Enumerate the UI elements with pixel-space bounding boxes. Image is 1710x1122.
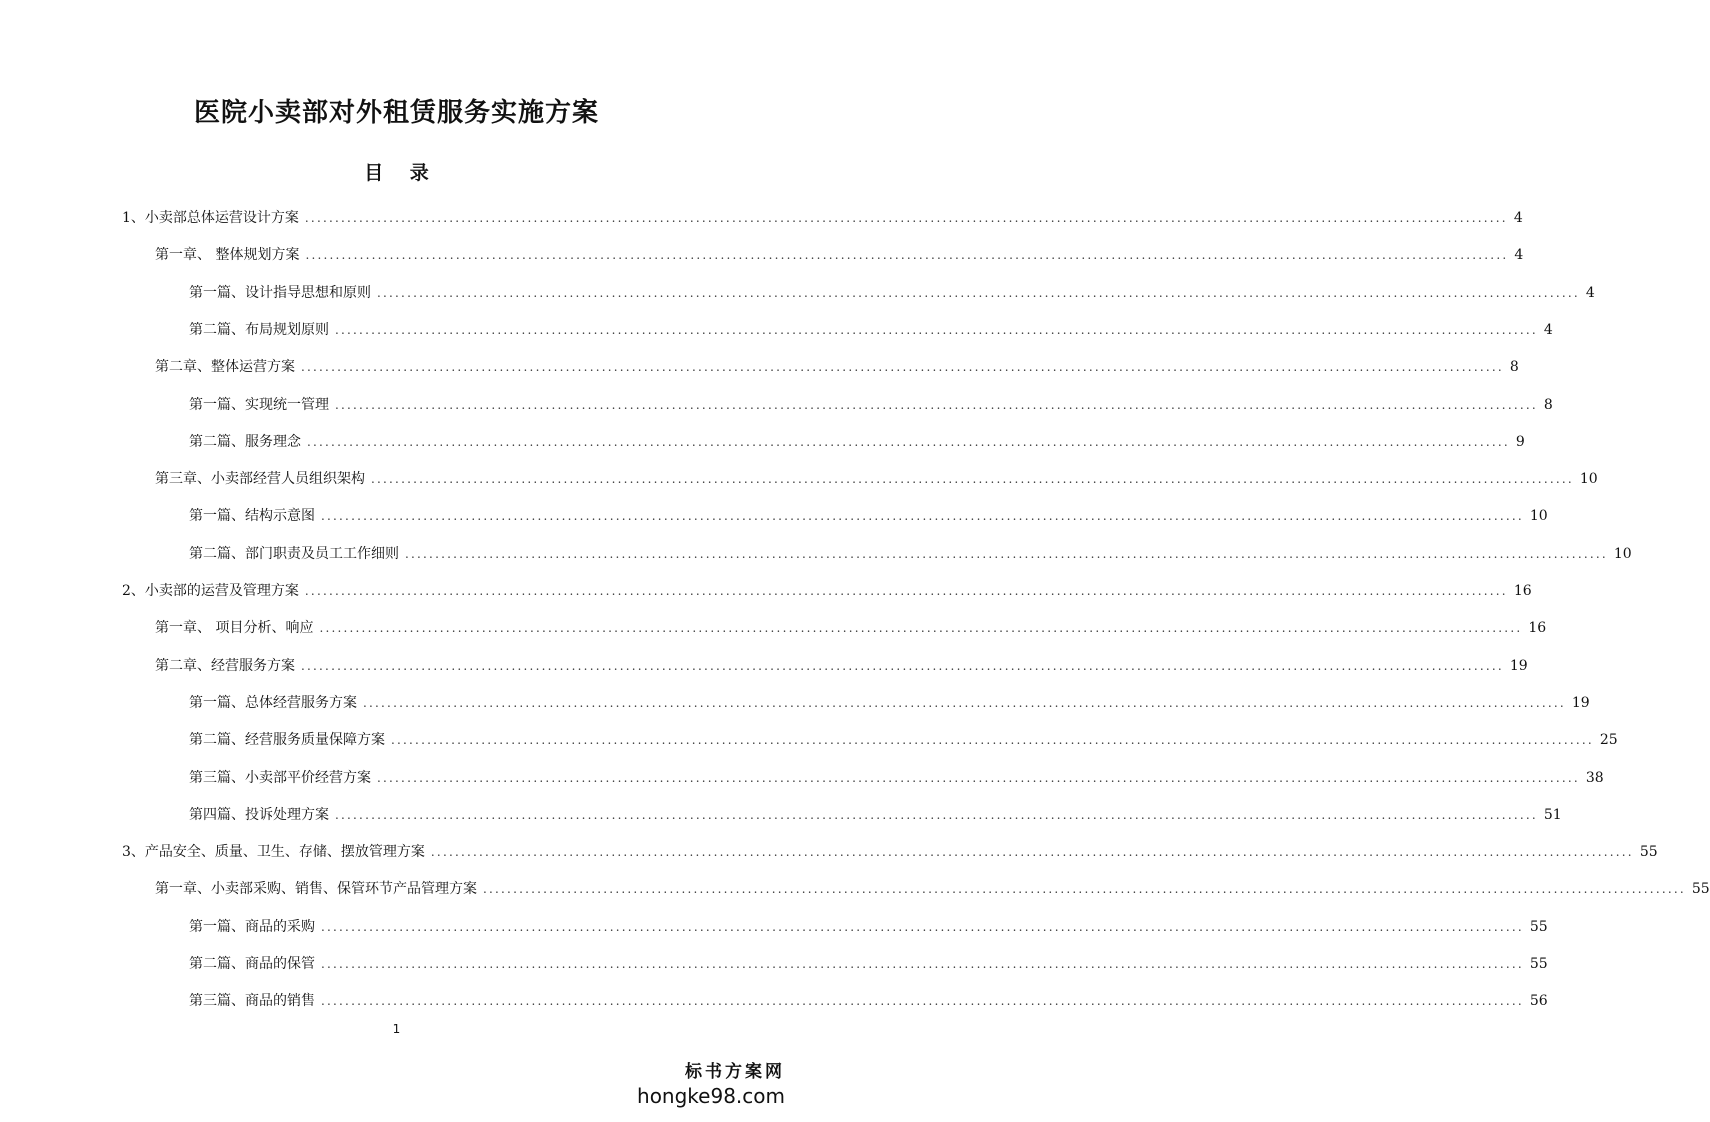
toc-entry-page: 4 xyxy=(1513,210,1523,226)
toc-entry-label: 第二章、经营服务方案 xyxy=(155,657,295,674)
toc-entry[interactable] xyxy=(155,655,1528,677)
toc-entry-page: 9 xyxy=(1515,433,1525,450)
toc-entry-label: 第一章、 项目分析、响应 xyxy=(155,620,314,637)
toc-entry-page: 4 xyxy=(1543,321,1553,338)
toc-entry-page: 4 xyxy=(1514,247,1524,264)
toc-entry-page: 10 xyxy=(1529,508,1548,525)
toc-entry[interactable] xyxy=(122,841,1658,863)
toc-entry-label: 第三篇、小卖部平价经营方案 xyxy=(189,769,371,786)
toc-entry-label: 第一章、 整体规划方案 xyxy=(155,247,300,264)
toc-entry-page: 10 xyxy=(1613,545,1632,562)
toc-entry-label: 第二篇、部门职责及员工工作细则 xyxy=(189,545,399,562)
toc-entry-label: 第二篇、服务理念 xyxy=(189,433,301,450)
toc-leader-dots: ........................................................................................................................................................................................................ xyxy=(307,434,1510,449)
toc-leader-dots: ........................................................................................................................................................................................................ xyxy=(335,807,1538,822)
toc-entry[interactable] xyxy=(189,916,1548,938)
toc-entry[interactable] xyxy=(155,468,1598,490)
toc-entry-label: 第二篇、布局规划原则 xyxy=(189,321,329,338)
toc-entry[interactable] xyxy=(189,394,1553,416)
toc-heading: 目 录 xyxy=(364,162,439,184)
toc-leader-dots: ........................................................................................................................................................................................................ xyxy=(483,882,1686,897)
toc-entry-number: 3、 xyxy=(122,844,145,861)
toc-entry[interactable] xyxy=(155,617,1547,639)
toc-leader-dots: ........................................................................................................................................................................................................ xyxy=(335,322,1538,337)
toc-entry[interactable] xyxy=(155,878,1710,900)
toc-entry[interactable] xyxy=(122,207,1523,229)
toc-entry-label: 第一篇、设计指导思想和原则 xyxy=(189,284,371,301)
toc-entry-page: 38 xyxy=(1585,769,1604,786)
toc-entry-label: 第一篇、结构示意图 xyxy=(189,508,315,525)
toc-entry-label: 小卖部总体运营设计方案 xyxy=(144,210,299,226)
toc-entry-page: 55 xyxy=(1691,881,1710,898)
watermark xyxy=(637,1057,785,1108)
toc-entry-number: 1、 xyxy=(122,210,145,226)
toc-entry[interactable] xyxy=(189,804,1562,826)
toc-entry-label: 第一篇、商品的采购 xyxy=(189,918,315,935)
toc-entry-page: 8 xyxy=(1509,359,1519,376)
toc-entry[interactable] xyxy=(155,244,1524,266)
toc-leader-dots: ........................................................................................................................................................................................................ xyxy=(377,770,1580,785)
toc-entry-page: 8 xyxy=(1543,396,1553,413)
toc-entry-label: 第一篇、实现统一管理 xyxy=(189,396,329,413)
toc-entry-label: 第四篇、投诉处理方案 xyxy=(189,806,329,823)
toc-leader-dots: ........................................................................................................................................................................................................ xyxy=(321,994,1524,1009)
toc-entry-page: 10 xyxy=(1579,471,1598,488)
toc-leader-dots: ........................................................................................................................................................................................................ xyxy=(301,658,1504,673)
toc-entry-page: 51 xyxy=(1543,806,1562,823)
toc-entry-label: 第一章、小卖部采购、销售、保管环节产品管理方案 xyxy=(155,881,477,898)
toc-entry[interactable] xyxy=(189,953,1548,975)
toc-leader-dots: ........................................................................................................................................................................................................ xyxy=(319,621,1523,636)
toc-entry-label: 第一篇、总体经营服务方案 xyxy=(189,694,357,711)
toc-entry-label: 第二章、整体运营方案 xyxy=(155,359,295,376)
toc-entry[interactable] xyxy=(189,692,1590,714)
toc-entry-number: 2、 xyxy=(122,583,145,599)
toc-leader-dots: ........................................................................................................................................................................................................ xyxy=(304,211,1508,225)
toc-leader-dots: ........................................................................................................................................................................................................ xyxy=(371,472,1574,487)
toc-entry-page: 55 xyxy=(1529,918,1548,935)
toc-entry-page: 16 xyxy=(1513,583,1532,599)
document-title: 医院小卖部对外租赁服务实施方案 xyxy=(193,98,599,128)
toc-entry-label: 第三篇、商品的销售 xyxy=(189,993,315,1010)
toc-entry-page: 55 xyxy=(1529,956,1548,972)
toc-entry[interactable] xyxy=(155,356,1519,378)
watermark-en-text: hongke98.com xyxy=(637,1084,785,1108)
toc-entry[interactable] xyxy=(122,580,1532,602)
toc-leader-dots: ........................................................................................................................................................................................................ xyxy=(430,845,1634,860)
toc-leader-dots: ........................................................................................................................................................................................................ xyxy=(304,584,1508,598)
toc-entry-label: 第二篇、商品的保管 xyxy=(189,956,315,972)
toc-entry-label: 第三章、小卖部经营人员组织架构 xyxy=(155,471,365,488)
toc-leader-dots: ........................................................................................................................................................................................................ xyxy=(391,733,1594,748)
toc-entry-page: 19 xyxy=(1509,657,1528,674)
toc-entry-page: 16 xyxy=(1528,620,1547,637)
toc-leader-dots: ........................................................................................................................................................................................................ xyxy=(321,919,1524,934)
toc-entry[interactable] xyxy=(189,767,1604,789)
toc-entry-page: 56 xyxy=(1529,993,1548,1010)
toc-entry-page: 4 xyxy=(1585,284,1595,301)
toc-leader-dots: ........................................................................................................................................................................................................ xyxy=(363,695,1566,710)
toc-leader-dots: ........................................................................................................................................................................................................ xyxy=(335,397,1538,412)
toc-entry-page: 55 xyxy=(1639,844,1658,861)
toc-leader-dots: ........................................................................................................................................................................................................ xyxy=(321,957,1524,971)
toc-leader-dots: ........................................................................................................................................................................................................ xyxy=(405,546,1608,561)
toc-entry[interactable] xyxy=(189,319,1553,341)
toc-entry-label: 小卖部的运营及管理方案 xyxy=(144,583,299,599)
toc-leader-dots: ........................................................................................................................................................................................................ xyxy=(377,285,1580,300)
toc-leader-dots: ........................................................................................................................................................................................................ xyxy=(301,360,1504,375)
toc-entry-label: 产品安全、质量、卫生、存储、摆放管理方案 xyxy=(144,844,425,861)
toc-entry-page: 25 xyxy=(1599,732,1618,749)
toc-entry[interactable] xyxy=(189,505,1548,527)
toc-entry-label: 第二篇、经营服务质量保障方案 xyxy=(189,732,385,749)
toc-leader-dots: ........................................................................................................................................................................................................ xyxy=(305,248,1509,263)
toc-leader-dots: ........................................................................................................................................................................................................ xyxy=(321,509,1524,524)
toc-entry[interactable] xyxy=(189,431,1525,453)
toc-entry[interactable] xyxy=(189,282,1595,304)
toc-entry[interactable] xyxy=(189,990,1548,1012)
watermark-cn-text: 标书方案网 xyxy=(685,1062,785,1082)
toc-entry-page: 19 xyxy=(1571,694,1590,711)
toc-entry[interactable] xyxy=(189,543,1632,565)
page-number: 1 xyxy=(392,1022,401,1036)
toc-entry[interactable] xyxy=(189,729,1618,751)
